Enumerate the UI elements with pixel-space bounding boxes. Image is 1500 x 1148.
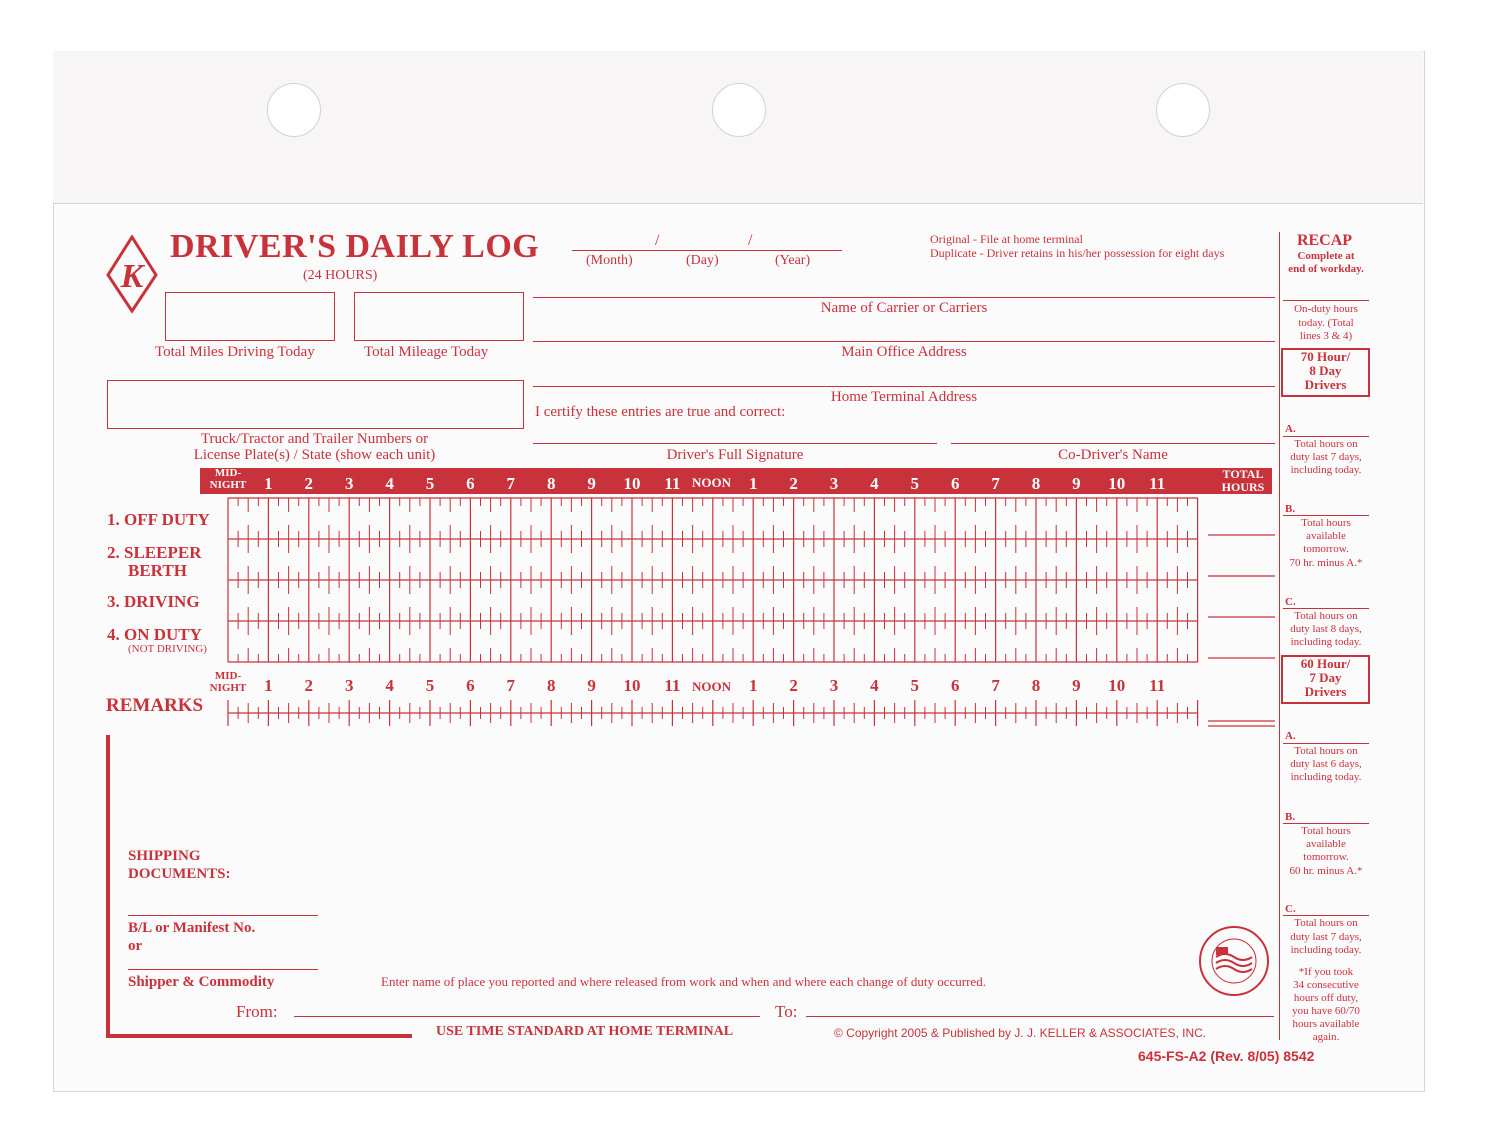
top-hour-3: 3 xyxy=(829,474,839,493)
made-in-usa-seal-icon xyxy=(1198,925,1270,997)
row-label-off-duty: 1. OFF DUTY xyxy=(107,510,210,529)
top-hour-1: 1 xyxy=(264,474,273,493)
certify-text: I certify these entries are true and correct: xyxy=(535,404,786,420)
bottom-hour-7: 7 xyxy=(991,676,1000,695)
original-note: Original - File at home terminal xyxy=(930,232,1083,246)
logo-letter: K xyxy=(120,258,144,295)
bl-label: B/L or Manifest No. xyxy=(128,920,256,936)
top-hour-4: 4 xyxy=(870,474,879,493)
bottom-hour-8: 8 xyxy=(546,676,556,695)
bottom-hour-9: 9 xyxy=(587,676,596,695)
total-hours-label: TOTAL xyxy=(1222,467,1264,481)
date-day-label: (Day) xyxy=(686,253,719,268)
bottom-hour-3: 3 xyxy=(829,676,839,695)
date-year-label: (Year) xyxy=(775,253,811,268)
recap-divider xyxy=(1279,232,1280,1040)
duplicate-note: Duplicate - Driver retains in his/her possession for eight days xyxy=(930,246,1225,260)
recap-footnote: *If you took xyxy=(1298,966,1354,978)
noon-label: NOON xyxy=(692,475,731,490)
top-hour-4: 4 xyxy=(385,474,394,493)
bottom-hour-10: 10 xyxy=(623,676,641,695)
bottom-hour-6: 6 xyxy=(950,676,960,695)
top-hour-1: 1 xyxy=(748,474,758,493)
bottom-hour-2: 2 xyxy=(304,676,314,695)
total-miles-label: Total Miles Driving Today xyxy=(155,344,315,360)
top-hour-11: 11 xyxy=(1149,474,1166,493)
time-standard-note: USE TIME STANDARD AT HOME TERMINAL xyxy=(436,1024,734,1039)
to-label: To: xyxy=(775,1002,798,1021)
top-hour-6: 6 xyxy=(950,474,960,493)
total-mileage-label: Total Mileage Today xyxy=(364,344,489,360)
row-label-berth: BERTH xyxy=(128,561,187,580)
top-hour-8: 8 xyxy=(1031,474,1041,493)
bottom-hour-2: 2 xyxy=(789,676,798,695)
bottom-hour-7: 7 xyxy=(506,676,516,695)
bottom-hour-1: 1 xyxy=(748,676,758,695)
remarks-frame-bottom xyxy=(106,1034,412,1038)
shipping-label: SHIPPING xyxy=(128,848,201,864)
bl-line[interactable] xyxy=(128,915,318,916)
truck-label-line1: Truck/Tractor and Trailer Numbers or xyxy=(200,431,429,447)
shipper-label: Shipper & Commodity xyxy=(128,974,275,990)
page-title: DRIVER'S DAILY LOG xyxy=(170,228,540,265)
box-60-hour: 60 Hour/ 7 Day Drivers xyxy=(1281,655,1370,704)
shipper-line[interactable] xyxy=(128,969,318,970)
recap-onduty: On-duty hours xyxy=(1294,303,1358,315)
bottom-hour-5: 5 xyxy=(910,676,920,695)
top-hour-7: 7 xyxy=(506,474,516,493)
bottom-hour-11: 11 xyxy=(664,676,681,695)
row-label-driving: 3. DRIVING xyxy=(107,592,200,611)
bottom-hour-3: 3 xyxy=(344,676,354,695)
box-70-hour: 70 Hour/ 8 Day Drivers xyxy=(1281,348,1370,397)
top-hour-9: 9 xyxy=(1072,474,1081,493)
recap-title: RECAP xyxy=(1296,232,1353,249)
or-label: or xyxy=(128,938,143,954)
bottom-hour-9: 9 xyxy=(1072,676,1081,695)
bottom-hour-8: 8 xyxy=(1031,676,1041,695)
bottom-hour-6: 6 xyxy=(466,676,475,695)
truck-label-line2: License Plate(s) / State (show each unit) xyxy=(193,447,436,463)
top-hour-2: 2 xyxy=(789,474,798,493)
bottom-hour-4: 4 xyxy=(385,676,394,695)
noon-label-bottom: NOON xyxy=(692,679,731,694)
row-label-sleeper: 2. SLEEPER xyxy=(107,543,202,562)
top-hour-5: 5 xyxy=(425,474,435,493)
top-hour-3: 3 xyxy=(344,474,354,493)
from-label: From: xyxy=(236,1002,278,1021)
copyright-text: © Copyright 2005 & Published by J. J. KELLER & ASSOCIATES, INC. xyxy=(834,1026,1207,1040)
top-hour-5: 5 xyxy=(910,474,920,493)
date-month-label: (Month) xyxy=(586,253,633,268)
top-hour-7: 7 xyxy=(991,474,1000,493)
bottom-hour-1: 1 xyxy=(264,676,273,695)
bottom-hour-5: 5 xyxy=(425,676,435,695)
instruction-text: Enter name of place you reported and where released from work and when and where each change of duty occurred. xyxy=(381,974,986,989)
top-hour-10: 10 xyxy=(623,474,641,493)
form-number: 645-FS-A2 (Rev. 8/05) 8542 xyxy=(1138,1048,1315,1064)
midnight-label: MID- xyxy=(214,467,242,479)
top-hour-2: 2 xyxy=(304,474,314,493)
bottom-hour-4: 4 xyxy=(870,676,879,695)
bottom-hour-11: 11 xyxy=(1149,676,1166,695)
from-line[interactable] xyxy=(294,1016,760,1017)
signature-label: Driver's Full Signature xyxy=(666,447,804,463)
codriver-label: Co-Driver's Name xyxy=(1058,447,1168,463)
midnight-label-bottom: MID- xyxy=(214,670,242,682)
top-hour-10: 10 xyxy=(1108,474,1126,493)
home-terminal-label: Home Terminal Address xyxy=(830,389,978,405)
top-hour-11: 11 xyxy=(664,474,681,493)
top-hour-9: 9 xyxy=(587,474,596,493)
top-hour-6: 6 xyxy=(466,474,475,493)
row-label-on-duty: 4. ON DUTY xyxy=(107,625,202,644)
to-line[interactable] xyxy=(806,1016,1274,1017)
row-label-not-driving: (NOT DRIVING) xyxy=(128,643,207,655)
top-hour-8: 8 xyxy=(546,474,556,493)
page-subtitle: (24 HOURS) xyxy=(303,268,378,283)
remarks-frame-left xyxy=(106,735,110,1037)
remarks-label: REMARKS xyxy=(106,695,204,716)
carrier-label: Name of Carrier or Carriers xyxy=(820,300,988,316)
main-office-label: Main Office Address xyxy=(841,344,967,360)
bottom-hour-10: 10 xyxy=(1108,676,1126,695)
